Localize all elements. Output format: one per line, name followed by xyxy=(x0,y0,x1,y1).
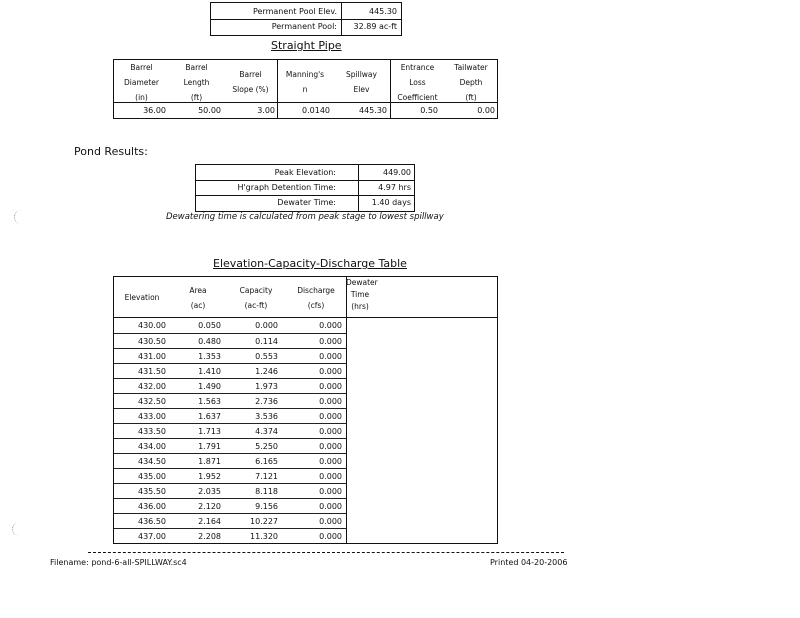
cell-area: 1.353 xyxy=(198,352,221,361)
cell-discharge: 0.000 xyxy=(319,352,342,361)
cell-area: 2.208 xyxy=(198,532,221,541)
table-row xyxy=(114,363,346,379)
table-row xyxy=(114,483,346,499)
pond-results-heading: Pond Results: xyxy=(74,145,148,158)
cell-capacity: 1.973 xyxy=(255,382,278,391)
cell-elevation: 430.50 xyxy=(138,337,166,346)
cell-capacity: 3.536 xyxy=(255,412,278,421)
punch-hole-mark xyxy=(14,210,25,224)
permanent-pool-value: 32.89 ac-ft xyxy=(353,22,397,31)
value-barrel-slope: 3.00 xyxy=(257,106,275,115)
cell-area: 0.480 xyxy=(198,337,221,346)
cell-capacity: 9.156 xyxy=(255,502,278,511)
table-row xyxy=(114,513,346,529)
cell-capacity: 6.165 xyxy=(255,457,278,466)
cell-area: 2.120 xyxy=(198,502,221,511)
cell-capacity: 11.320 xyxy=(250,532,278,541)
detention-time-label: H'graph Detention Time: xyxy=(237,183,336,192)
cell-elevation: 431.50 xyxy=(138,367,166,376)
permanent-pool-box xyxy=(210,2,402,36)
header-entrance-loss: Entrance Loss Coefficient xyxy=(397,63,438,102)
table-row xyxy=(114,423,346,439)
cell-area: 1.791 xyxy=(198,442,221,451)
cell-elevation: 434.00 xyxy=(138,442,166,451)
table-row xyxy=(114,468,346,484)
cell-discharge: 0.000 xyxy=(319,367,342,376)
cell-area: 1.713 xyxy=(198,427,221,436)
peak-elevation-value: 449.00 xyxy=(383,168,411,177)
table-row xyxy=(114,438,346,454)
table-row xyxy=(114,378,346,394)
header-barrel-slope: Barrel Slope (%) xyxy=(232,70,269,94)
cell-capacity: 8.118 xyxy=(255,487,278,496)
cell-elevation: 433.50 xyxy=(138,427,166,436)
cell-capacity: 1.246 xyxy=(255,367,278,376)
cell-discharge: 0.000 xyxy=(319,427,342,436)
cell-area: 2.035 xyxy=(198,487,221,496)
cell-discharge: 0.000 xyxy=(319,502,342,511)
cell-capacity: 4.374 xyxy=(255,427,278,436)
cell-capacity: 7.121 xyxy=(255,472,278,481)
cell-elevation: 431.00 xyxy=(138,352,166,361)
cell-discharge: 0.000 xyxy=(319,517,342,526)
permanent-pool-elev-label: Permanent Pool Elev. xyxy=(253,7,337,16)
table-row xyxy=(114,408,346,424)
footer-rule xyxy=(88,552,564,553)
footer-filename: Filename: pond-6-all-SPILLWAY.sc4 xyxy=(50,558,187,567)
cell-capacity: 0.553 xyxy=(255,352,278,361)
dewater-time-label: Dewater Time: xyxy=(277,198,336,207)
cell-elevation: 435.00 xyxy=(138,472,166,481)
cell-elevation: 433.00 xyxy=(138,412,166,421)
cell-capacity: 5.250 xyxy=(255,442,278,451)
value-barrel-diameter: 36.00 xyxy=(143,106,166,115)
table-row xyxy=(114,318,346,333)
cell-elevation: 430.00 xyxy=(138,321,166,330)
cell-discharge: 0.000 xyxy=(319,412,342,421)
value-entrance-loss: 0.50 xyxy=(420,106,438,115)
cell-capacity: 2.736 xyxy=(255,397,278,406)
value-spillway-elev: 445.30 xyxy=(359,106,387,115)
table-row xyxy=(114,453,346,469)
cell-area: 1.952 xyxy=(198,472,221,481)
cell-discharge: 0.000 xyxy=(319,321,342,330)
dewatering-note: Dewatering time is calculated from peak stage to lowest spillway xyxy=(166,212,444,222)
pond-results-box xyxy=(195,164,415,212)
table-row xyxy=(114,528,346,544)
cell-capacity: 10.227 xyxy=(250,517,278,526)
header-capacity: Capacity (ac-ft) xyxy=(239,286,273,310)
cell-capacity: 0.000 xyxy=(255,321,278,330)
cell-discharge: 0.000 xyxy=(319,397,342,406)
permanent-pool-label: Permanent Pool: xyxy=(271,22,337,31)
peak-elevation-label: Peak Elevation: xyxy=(274,168,336,177)
table-row xyxy=(114,333,346,349)
cell-discharge: 0.000 xyxy=(319,532,342,541)
cell-discharge: 0.000 xyxy=(319,337,342,346)
detention-time-value: 4.97 hrs xyxy=(378,183,411,192)
cell-discharge: 0.000 xyxy=(319,472,342,481)
cell-area: 1.637 xyxy=(198,412,221,421)
header-barrel-diameter: Barrel Diameter (in) xyxy=(123,63,159,102)
cell-elevation: 435.50 xyxy=(138,487,166,496)
footer-printed: Printed 04-20-2006 xyxy=(490,558,568,567)
dewater-time-value: 1.40 days xyxy=(371,198,411,207)
cell-elevation: 434.50 xyxy=(138,457,166,466)
cell-capacity: 0.114 xyxy=(255,337,278,346)
header-discharge: Discharge (cfs) xyxy=(297,286,335,310)
header-dewater-time: Dewater Time (hrs) xyxy=(346,278,378,311)
cell-area: 1.410 xyxy=(198,367,221,376)
cell-elevation: 437.00 xyxy=(138,532,166,541)
cell-elevation: 432.00 xyxy=(138,382,166,391)
value-barrel-length: 50.00 xyxy=(198,106,221,115)
header-area: Area (ac) xyxy=(189,286,207,310)
straight-pipe-title: Straight Pipe xyxy=(271,39,342,52)
ecd-table xyxy=(113,276,498,544)
cell-area: 1.871 xyxy=(198,457,221,466)
value-tailwater-depth: 0.00 xyxy=(477,106,495,115)
ecd-table-body xyxy=(114,318,346,543)
header-spillway-elev: Spillway Elev xyxy=(346,70,377,94)
cell-discharge: 0.000 xyxy=(319,457,342,466)
table-row xyxy=(114,498,346,514)
cell-elevation: 436.50 xyxy=(138,517,166,526)
cell-area: 1.563 xyxy=(198,397,221,406)
cell-area: 1.490 xyxy=(198,382,221,391)
value-mannings-n: 0.0140 xyxy=(302,106,330,115)
cell-elevation: 436.00 xyxy=(138,502,166,511)
ecd-table-title: Elevation-Capacity-Discharge Table xyxy=(213,257,407,270)
permanent-pool-elev-value: 445.30 xyxy=(369,7,397,16)
cell-discharge: 0.000 xyxy=(319,442,342,451)
header-elevation: Elevation xyxy=(124,293,160,302)
cell-area: 2.164 xyxy=(198,517,221,526)
straight-pipe-table xyxy=(113,59,498,119)
header-mannings-n: Manning's n xyxy=(285,70,325,94)
cell-elevation: 432.50 xyxy=(138,397,166,406)
table-row xyxy=(114,348,346,364)
punch-hole-mark xyxy=(12,522,23,536)
cell-discharge: 0.000 xyxy=(319,487,342,496)
table-row xyxy=(114,393,346,409)
header-tailwater-depth: Tailwater Depth (ft) xyxy=(454,63,488,102)
cell-area: 0.050 xyxy=(198,321,221,330)
header-barrel-length: Barrel Length (ft) xyxy=(183,63,210,102)
cell-discharge: 0.000 xyxy=(319,382,342,391)
